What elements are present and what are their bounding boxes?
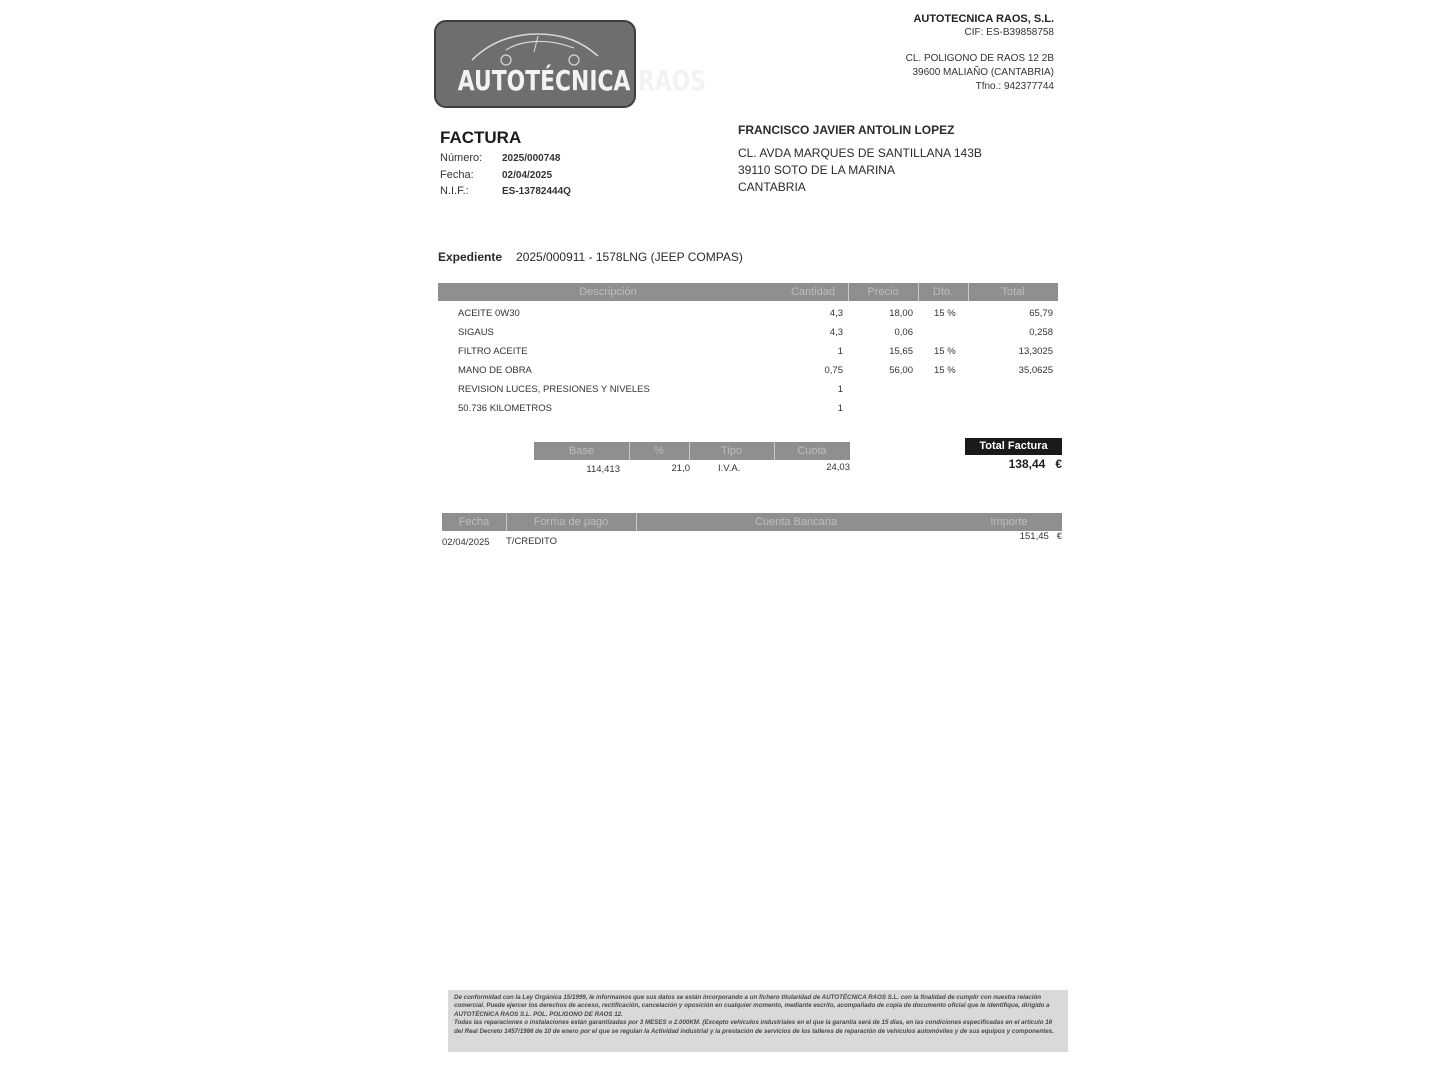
item-desc: ACEITE 0W30 <box>458 308 520 319</box>
legal-notice <box>448 990 1068 1052</box>
tax-col-quota: Cuota <box>797 445 827 457</box>
invoice-number-row <box>440 152 560 164</box>
client-address: CL. AVDA MARQUES DE SANTILLANA 143B <box>738 146 982 160</box>
item-price: 15,65 <box>889 346 913 357</box>
expediente-label: Expediente <box>438 250 503 264</box>
pay-col-method: Forma de pago <box>533 516 609 528</box>
table-row <box>0 308 1440 322</box>
item-dto: 15 % <box>934 308 956 319</box>
payment-method: T/CREDITO <box>506 536 558 547</box>
client-name: FRANCISCO JAVIER ANTOLIN LOPEZ <box>738 123 955 137</box>
invoice-date-label: Fecha: <box>440 169 474 181</box>
col-discount: Dto. <box>932 286 954 298</box>
tax-header <box>534 442 850 460</box>
tax-col-type: Tipo <box>721 445 742 457</box>
client-city: 39110 SOTO DE LA MARINA <box>738 163 895 177</box>
pay-col-amount: Importe <box>990 516 1028 528</box>
company-logo <box>434 20 707 108</box>
item-total: 0,258 <box>1029 327 1053 338</box>
item-desc: MANO DE OBRA <box>458 365 532 376</box>
item-desc: FILTRO ACEITE <box>458 346 528 357</box>
logo-text: AUTOTÉCNICA RAOS <box>457 64 707 97</box>
item-desc: REVISION LUCES, PRESIONES Y NIVELES <box>458 384 650 395</box>
item-qty: 1 <box>837 384 843 395</box>
col-quantity: Cantidad <box>790 286 836 298</box>
col-description: Descripción <box>579 286 637 298</box>
company-cif: CIF: ES-B39858758 <box>964 27 1054 38</box>
invoice-number: 2025/000748 <box>502 153 561 164</box>
item-qty: 1 <box>837 346 843 357</box>
item-dto: 15 % <box>934 346 956 357</box>
payment-currency: € <box>1056 531 1062 542</box>
total-amount <box>965 457 1062 471</box>
table-row <box>0 403 1440 417</box>
table-row <box>0 365 1440 379</box>
payment-amount: 151,45 <box>1019 531 1049 542</box>
items-header <box>438 283 1058 301</box>
company-info <box>906 12 1054 94</box>
total-currency: € <box>1055 457 1062 471</box>
table-row <box>0 346 1440 360</box>
item-price: 56,00 <box>889 365 913 376</box>
tax-col-pct: % <box>654 445 664 457</box>
company-name: AUTOTECNICA RAOS, S.L. <box>913 13 1054 25</box>
item-qty: 4,3 <box>829 327 843 338</box>
payment-date: 02/04/2025 <box>442 537 490 548</box>
item-qty: 1 <box>837 403 843 414</box>
invoice-title: FACTURA <box>440 128 522 147</box>
item-total: 65,79 <box>1029 308 1053 319</box>
tax-pct: 21,0 <box>671 463 690 474</box>
col-price: Precio <box>867 286 899 298</box>
company-phone: Tfno.: 942377744 <box>975 81 1054 92</box>
total-value: 138,44 <box>1008 457 1046 471</box>
pay-col-account: Cuenta Bancaria <box>755 516 837 528</box>
item-total: 13,3025 <box>1018 346 1053 357</box>
company-address: CL. POLIGONO DE RAOS 12 2B <box>905 53 1054 64</box>
company-city: 39600 MALIAÑO (CANTABRIA) <box>912 67 1054 78</box>
item-desc: 50.736 KILOMETROS <box>458 403 552 414</box>
table-row <box>0 384 1440 398</box>
legal-text-privacy: De conformidad con la Ley Orgánica 15/1999, le informamos que sus datos se están incorporando a un fichero titularidad de AUTOTÉCNICA RAOS S.L. con la finalidad de cumplir con nuestra relación comercial. Puede ejercer los derechos de acceso, rectificación, cancelación y oposición en cualquier momento, mediante escrito, acompañado de copia de documento oficial que le identifique, dirigido a AUTOTÉCNICA RAOS S.L. POL. POLIGONO DE RAOS 12. <box>454 994 1050 1018</box>
item-price: 18,00 <box>889 308 913 319</box>
invoice-date: 02/04/2025 <box>502 170 553 181</box>
invoice-nif-label: N.I.F.: <box>440 185 469 197</box>
pay-col-date: Fecha <box>458 516 490 528</box>
payment-amount-row <box>980 531 1062 542</box>
item-price: 0,06 <box>894 327 913 338</box>
invoice-nif: ES-13782444Q <box>502 186 571 197</box>
item-dto: 15 % <box>934 365 956 376</box>
client-block <box>738 122 982 196</box>
tax-type: I.V.A. <box>718 463 741 474</box>
payment-header <box>442 513 1062 531</box>
tax-col-base: Base <box>568 445 595 457</box>
expediente-value: 2025/000911 - 1578LNG (JEEP COMPAS) <box>516 250 743 264</box>
col-total: Total <box>1001 286 1025 298</box>
client-region: CANTABRIA <box>738 180 806 194</box>
expediente-row <box>438 250 743 264</box>
item-qty: 4,3 <box>829 308 843 319</box>
invoice-number-label: Número: <box>440 152 483 164</box>
item-qty: 0,75 <box>824 365 843 376</box>
table-row <box>0 327 1440 341</box>
tax-quota: 24,03 <box>826 462 850 473</box>
car-icon <box>466 26 606 66</box>
item-total: 35,0625 <box>1018 365 1053 376</box>
invoice-date-row <box>440 169 552 181</box>
tax-base: 114,413 <box>586 464 620 475</box>
invoice-nif-row <box>440 185 571 197</box>
legal-text-warranty: Todas las reparaciones o instalaciones están garantizadas por 3 MESES o 2.000KM. (Excepto vehículos industriales en el que la garantía será de 15 días, en las condiciones especificadas en el artículo 16 del Real Decreto 1457/1986 de 10 de enero por el que se regulan la Actividad industrial y la prestación de servicios de los talleres de reparación de vehículos automóviles y de sus equipos y componentes. <box>454 1019 1054 1035</box>
total-label: Total Factura <box>965 438 1062 455</box>
item-desc: SIGAUS <box>458 327 494 338</box>
